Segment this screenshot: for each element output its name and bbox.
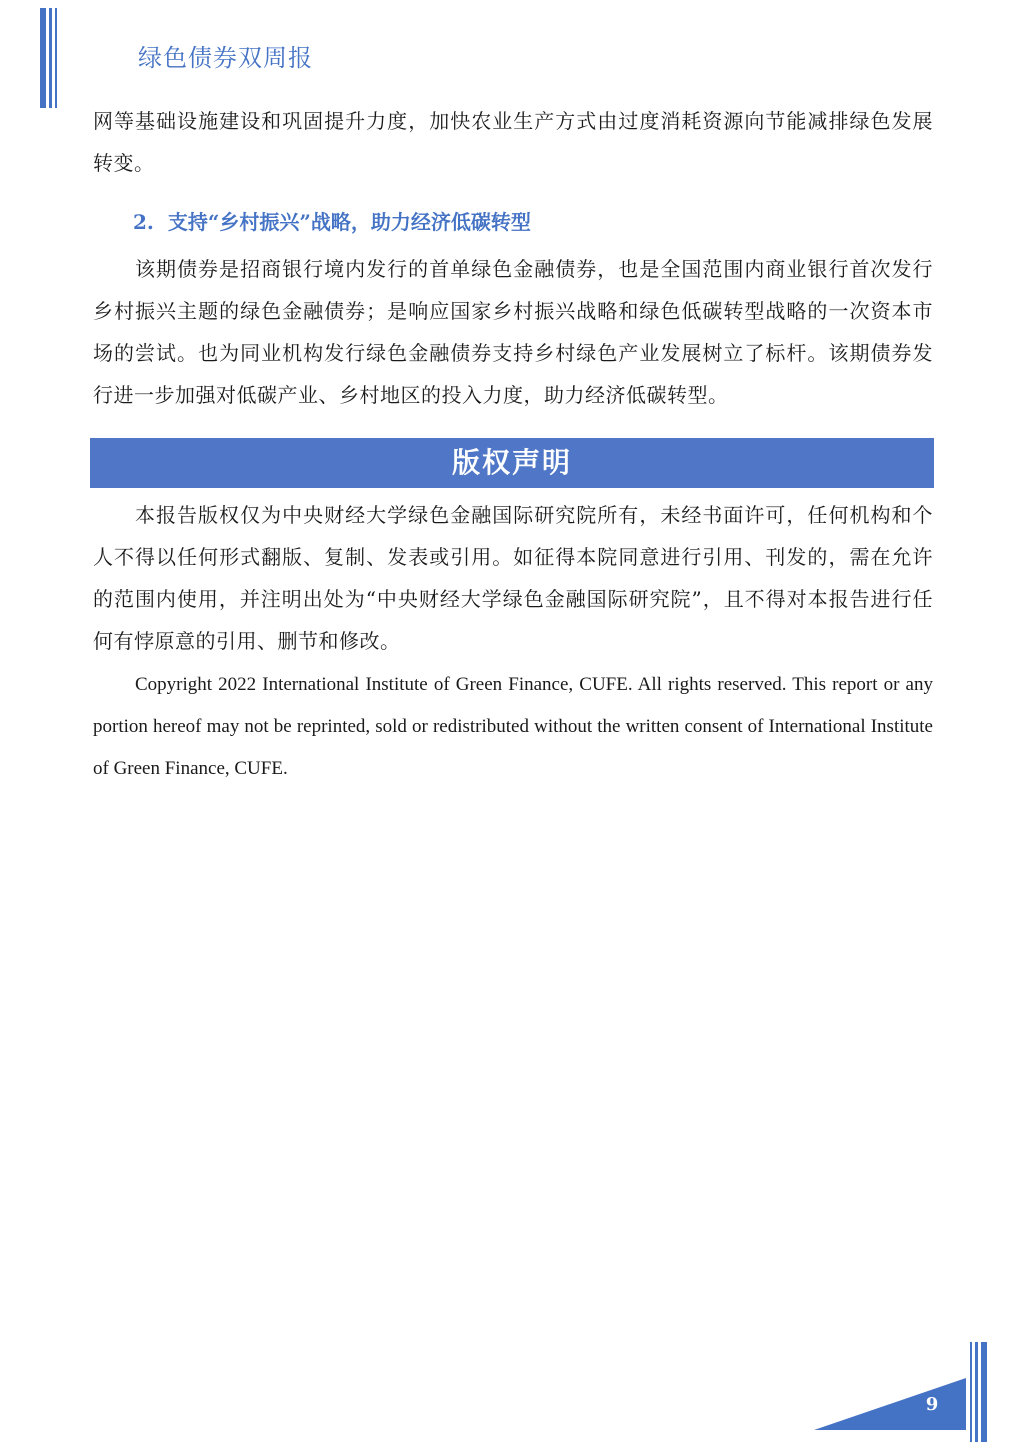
footer-bar-thin <box>970 1342 972 1442</box>
footer-triangle <box>814 1378 966 1430</box>
footer-bar-medium <box>975 1342 978 1442</box>
header-bar-thin <box>55 8 57 108</box>
copyright-cn-paragraph: 本报告版权仅为中央财经大学绿色金融国际研究院所有，未经书面许可，任何机构和个人不得以任何形式翻版、复制、发表或引用。如征得本院同意进行引用、刊发的，需在允许的范围内使用，并注明出处为“中央财经大学绿色金融国际研究院”，且不得对本报告进行任何有悖原意的引用、删节和修改。 <box>93 503 933 653</box>
header-bar-medium <box>49 8 52 108</box>
footer-bar-thick <box>981 1342 987 1442</box>
copyright-block <box>93 494 933 790</box>
section-number: 2. <box>133 210 154 234</box>
header-title: 绿色债券双周报 <box>138 44 313 72</box>
footer-triangle-shape <box>814 1378 966 1430</box>
footer-decoration-bars <box>970 1342 990 1442</box>
header-bar-thick <box>40 8 46 108</box>
section-title: 支持“乡村振兴”战略，助力经济低碳转型 <box>167 210 531 234</box>
continuation-paragraph: 网等基础设施建设和巩固提升力度，加快农业生产方式由过度消耗资源向节能减排绿色发展转变。 <box>93 109 933 175</box>
page-content <box>93 100 933 790</box>
copyright-en-paragraph: Copyright 2022 International Institute of Green Finance, CUFE. All rights reserved. This report or any portion hereof may not be reprinted, sold or redistributed without the written consent of International Institute of Green Finance, CUFE. <box>93 674 933 779</box>
section-paragraph: 该期债券是招商银行境内发行的首单绿色金融债券，也是全国范围内商业银行首次发行乡村振兴主题的绿色金融债券；是响应国家乡村振兴战略和绿色低碳转型战略的一次资本市场的尝试。也为同业机构发行绿色金融债券支持乡村绿色产业发展树立了标杆。该期债券发行进一步加强对低碳产业、乡村地区的投入力度，助力经济低碳转型。 <box>93 257 933 407</box>
section-heading <box>133 206 933 238</box>
copyright-banner: 版权声明 <box>90 438 934 488</box>
header-decoration-bars <box>40 8 60 108</box>
page-number: 9 <box>925 1394 939 1415</box>
